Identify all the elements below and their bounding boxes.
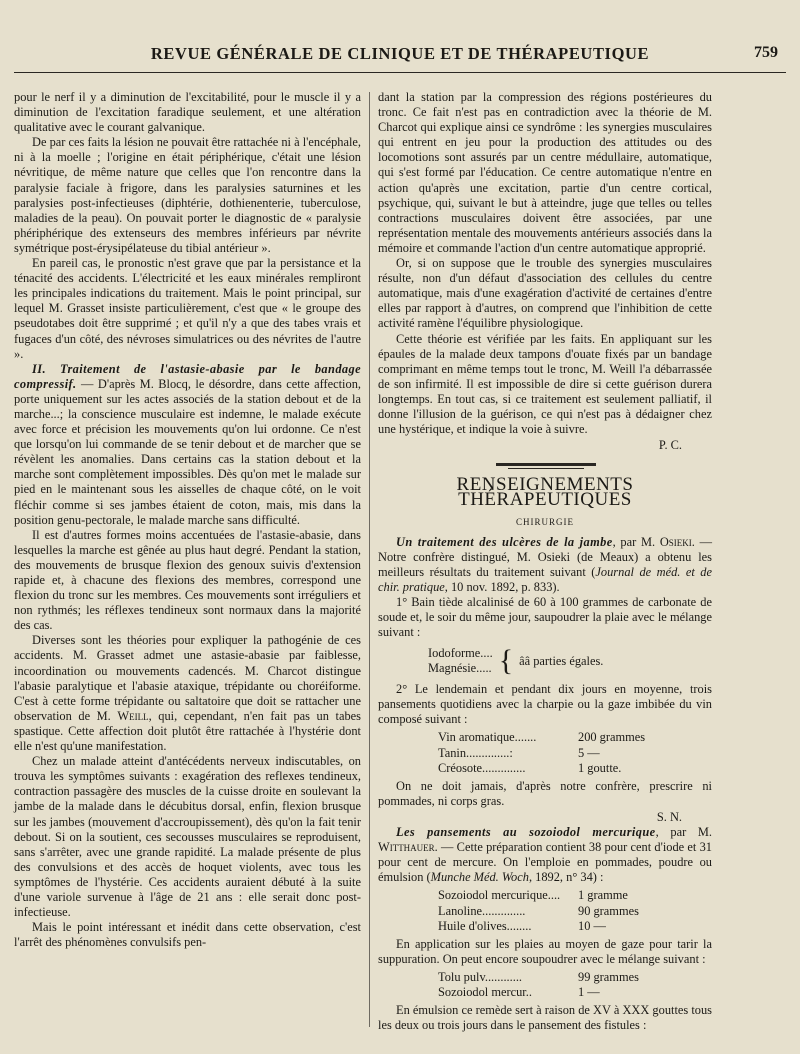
paragraph-text: Diverses sont les théories pour expliquer la pathogénie de ces accidents. M. Grasset admet une astasie-abasie par faiblesse, incoordination ou mouvements cadencés. M. Charcot distingue l'abasie paralytique et l'abasie ataxique, trépidante ou choréiforme. C'est à cette forme trépidante ou saltatoire que doit se rattacher une observation de M. [14, 633, 361, 723]
ingredient: Tolu pulv............ [438, 969, 523, 984]
paragraph-text: , 10 nov. 1892, p. 833). [444, 579, 560, 594]
paragraph-text: — Cette préparation contient 38 pour cent d'iode et 31 pour cent de mercure. On l'emploie en pommades, poudre ou émulsion ( [378, 840, 712, 885]
quantity: 10 — [578, 918, 606, 933]
signature: P. C. [658, 438, 682, 453]
journal-citation: Munche Méd. Woch [430, 870, 529, 885]
prescription-list [438, 970, 712, 1000]
quantity: 5 — [578, 745, 600, 760]
paragraph: Or, si on suppose que le trouble des synergies musculaires résulte, non d'un défaut d'association des cellules du centre automatique, mais d'une exagération d'activité de certaines d'entre elles par rapport à d'autres, on comprend que l'inhibition de cette activité ramène l'équilibre physiologique. [378, 256, 712, 331]
prescription-row [438, 970, 712, 985]
separator-rule [496, 463, 596, 466]
ingredient: Sozoiodol mercurique.... [438, 888, 561, 903]
paragraph: pour le nerf il y a diminution de l'excitabilité, pour le muscle il y a diminution de l'excitation faradique seulement, et une altération qualitative avec le courant galvanique. [14, 90, 361, 135]
brace-items [428, 646, 493, 676]
paragraph: En application sur les plaies au moyen de gaze pour tarir la suppuration. On peut encore soupoudrer avec le mélange suivant : [378, 936, 712, 966]
ingredient: Lanoline.............. [438, 903, 526, 918]
paragraph: 1° Bain tiède alcalinisé de 60 à 100 grammes de carbonate de soude et, le soir du même jour, saupoudrer la plaie avec le mélange suivant : [378, 594, 712, 640]
prescription-row [438, 730, 712, 745]
quantity: 90 grammes [578, 903, 639, 918]
author-name: Osieki. [659, 534, 695, 549]
author-name: Witthauer. [378, 840, 438, 855]
paragraph: Mais le point intéressant et inédit dans cette observation, c'est l'arrêt des phénomènes convulsifs pen- [14, 920, 361, 950]
author-name: Weill [117, 708, 149, 723]
ingredient: Sozoiodol mercur.. [438, 984, 532, 999]
paragraph: On ne doit jamais, d'après notre confrère, prescrire ni pommades, ni corps gras. [378, 778, 712, 808]
prescription-row [438, 985, 712, 1000]
prescription-row [438, 888, 712, 903]
article-title: Un traitement des ulcères de la jambe [396, 534, 613, 549]
page-number: 759 [754, 44, 778, 61]
quantity: 1 — [578, 984, 600, 999]
ingredient: Tanin..............: [438, 745, 513, 760]
article-intro [378, 535, 712, 595]
paragraph-text: — D'après M. Blocq, le désordre, dans cette affection, porte uniquement sur les actes associés de la station debout et de la marche...; la conscience musculaire est indemne, le malade exécute avec force et précision les mouvements qu'on lui ordonne. Ce n'est que lorsqu'on lui commande de se tenir debout et de marcher que se révèlent les anomalies. Dans certains cas la station debout et la marche sont complètement impossibles. Dès qu'on met le malade sur pied en le maintenant sous les aisselles de chaque côté, on le voit fléchir comme si ses jambes étaient de coton, mais, mis dans la position genu-pectorale, le malade marche sans difficulté. [14, 376, 361, 527]
journal-citation: Journal de méd. et de chir. pratique [378, 564, 712, 594]
paragraph: Chez un malade atteint d'antécédents nerveux indiscutables, on trouva les symptômes suivants : exagération des reflexes tendineux, contraction passagère des muscles de la cuisse droite en soulevant la jambe de la malade dans le décubitus dorsal, enfin, flexion brusque sur les jambes (mouvement d'accroupissement), dès qu'on la fait tenir debout. Si on la soutient, ces secousses musculaires se reproduisent, sans s'arrêter, avec une grande rapidité. La malade présente de plus des convulsions et des accès de hoquet violents, avec tous les symptômes de l'hystérie. Ces accidents auraient débuté à la suite d'une variole survenue à l'âge de 21 ans : elle serait donc post-infectieuse. [14, 754, 361, 920]
signature: S. N. [656, 809, 682, 824]
paragraph: 2° Le lendemain et pendant dix jours en moyenne, trois pansements quotidiens avec la charpie ou la gaze imbibée du vin composé suivant : [378, 682, 712, 727]
paragraph: En pareil cas, le pronostic n'est grave que par la persistance et la ténacité des accidents. L'électricité et les eaux minérales rempliront les principales indications du traitement. Mais le point principal, sur lequel M. Grasset insiste particulièrement, c'est que « le groupe des pseudotabes doit être supprimé ; et qu'il n'y a que des tabes vrais et fugaces d'un côté, des névroses simulatrices ou des névrites de l'autre ». [14, 256, 361, 361]
paragraph: En émulsion ce remède sert à raison de XV à XXX gouttes tous les deux ou trois jours dans le pansement des fistules : [378, 1003, 712, 1033]
quantity: 1 goutte. [578, 760, 622, 775]
prescription-row [438, 761, 712, 776]
ingredient: Magnésie..... [428, 661, 492, 676]
ingredient: Créosote.............. [438, 760, 526, 775]
section-title: RENSEIGNEMENTS THÉRAPEUTIQUES [456, 474, 634, 511]
paragraph-text: , qui, cependant, n'en fait pas un tabes spastique. Cette affection doit plutôt être rattachée à l'hystérie dont elle n'est qu'une manifestation. [14, 708, 361, 754]
ingredient: Iodoforme.... [428, 646, 493, 661]
quantity: 99 grammes [578, 969, 639, 984]
prescription-row [438, 919, 712, 934]
column-divider [369, 92, 370, 1027]
article-title: Les pansements au sozoiodol mercurique [396, 825, 656, 840]
paragraph-text: , 1892, n° 34) : [528, 870, 604, 885]
left-column [14, 90, 361, 950]
quantity: 200 grammes [578, 730, 646, 745]
paragraph: De par ces faits la lésion ne pouvait être rattachée ni à l'encéphale, ni à la moelle ; l'origine en était périphérique, c'était une lésion névritique, de même nature que celles que l'on rencontre dans la paralysie faciale à frigore, dans les paralysies saturnines et les paralysies post-infectieuses (diphtérie, dothienenterie, tuberculose, maladies de la peau). On pouvait porter le diagnostic de « paralysie phériphérique des extenseurs des membres inférieurs par névrite symétrique post-érysipélateuse du tibial antérieur ». [14, 135, 361, 255]
brace-note: ââ parties égales. [519, 653, 604, 668]
section-lead: II. Traitement de l'astasie-abasie par le bandage compressif. [14, 361, 361, 391]
prescription-list [438, 730, 712, 775]
prescription-brace [428, 646, 712, 676]
quantity: 1 gramme [578, 888, 628, 903]
ingredient: Huile d'olives........ [438, 918, 532, 933]
page-header [14, 42, 786, 73]
paragraph [14, 633, 361, 754]
ingredient: Vin aromatique....... [438, 730, 537, 745]
paragraph-text: — Notre confrère distingué, M. Osieki (de Meaux) a obtenu les meilleurs résultats du traitement suivant ( [378, 534, 712, 579]
paragraph-text: , par M. [655, 825, 713, 840]
separator-rule [508, 468, 584, 469]
subsection-heading: CHIRURGIE [516, 517, 574, 528]
paragraph [14, 362, 361, 528]
running-title: REVUE GÉNÉRALE DE CLINIQUE ET DE THÉRAPEUTIQUE [150, 44, 650, 63]
right-column [378, 90, 712, 1033]
paragraph-text: , par M. [612, 534, 660, 549]
paragraph: dant la station par la compression des régions postérieures du tronc. Ce fait n'est pas en contradiction avec la théorie de M. Charcot qui explique ainsi ce syndrôme : les synergies musculaires qui entrent en jeu pour la production des attitudes ou des locomotions sont assurés par un centre médullaire, automatique, qui s'est formé par l'éducation. Ce centre automatique n'entre en action qu'après une excitation, partie d'un centre cortical, psychique, qui, suivant le but à atteindre, juge que telles ou telles contractions musculaires doivent être associées, par une représentation mentale des mouvements antérieurs associés dans la mémoire et commande l'action d'un centre automatique approprié. [378, 90, 712, 255]
paragraph: Il est d'autres formes moins accentuées de l'astasie-abasie, dans lesquelles la marche est gênée au plus haut degré. Pendant la station, des mouvements de brusque flexion des genoux suivis d'extension rapide et, à chacune des flexions des membres, correspond une flexion du tronc sur les membres. Ces mouvements sont irréguliers et non rythmés; les réflexes tendineux sont normaux dans la majorité des cas. [14, 527, 361, 633]
paragraph: Cette théorie est vérifiée par les faits. En appliquant sur les épaules de la malade deux tampons d'ouate fixés par un bandage comprimant en même temps tout le tronc, M. Weill l'a débarrassée de son infirmité. Il est impossible de dire si cette guérison durera longtemps. En tout cas, si ce traitement est seulement palliatif, il donne l'illusion de la guérison, ce qui n'est pas à dédaigner chez une hystérique, et indique la voie à suivre. [378, 331, 712, 437]
prescription-list [438, 888, 712, 933]
prescription-row [438, 904, 712, 919]
article-intro [378, 825, 712, 885]
section-separator [378, 453, 712, 475]
brace-symbol: { [498, 644, 514, 678]
prescription-row [438, 746, 712, 761]
